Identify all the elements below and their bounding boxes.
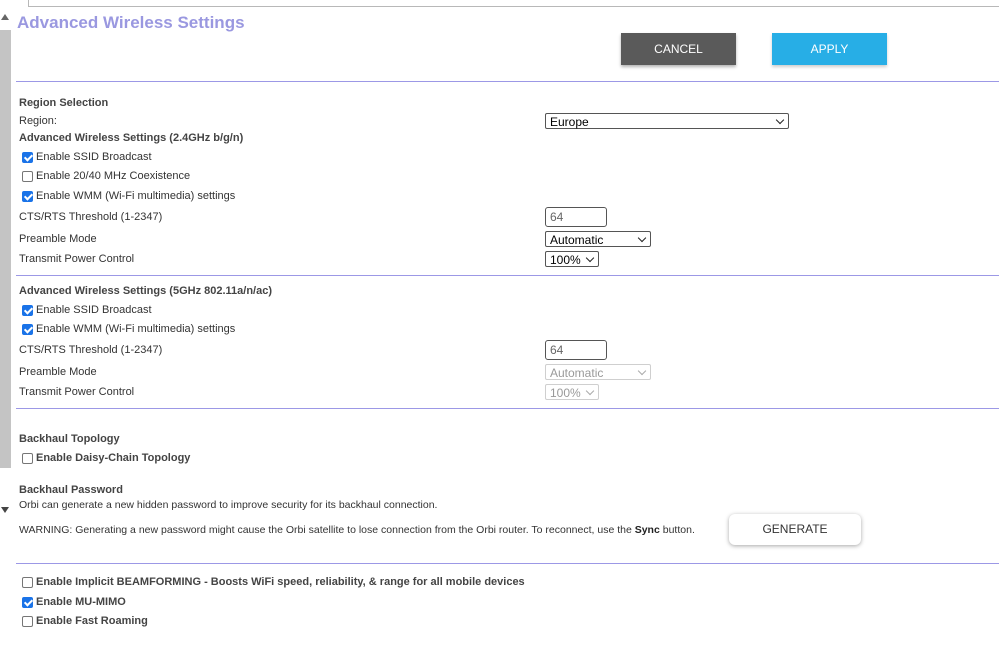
mu-mimo-label: Enable MU-MIMO — [36, 596, 126, 608]
divider — [16, 563, 999, 564]
warning-suffix: button. — [659, 524, 695, 536]
band5-power-label: Transmit Power Control — [19, 386, 135, 398]
band24-wmm-label: Enable WMM (Wi-Fi multimedia) settings — [36, 190, 236, 202]
region-select-value: Europe — [550, 115, 589, 129]
backhaul-warning — [19, 524, 695, 536]
scroll-down-arrow-icon[interactable] — [1, 507, 9, 513]
band24-coexistence-label: Enable 20/40 MHz Coexistence — [36, 170, 191, 182]
chevron-down-icon — [776, 116, 784, 124]
band24-cts-input[interactable]: 64 — [545, 207, 607, 227]
checkbox-unchecked-icon[interactable] — [22, 171, 33, 182]
checkbox-checked-icon[interactable] — [22, 152, 33, 163]
band24-wmm-checkbox[interactable] — [22, 190, 235, 202]
region-select[interactable] — [545, 113, 789, 129]
warning-sync: Sync — [634, 524, 660, 536]
region-label: Region: — [19, 115, 57, 127]
divider — [16, 275, 999, 276]
divider — [16, 408, 999, 409]
band24-power-label: Transmit Power Control — [19, 253, 135, 265]
checkbox-checked-icon[interactable] — [22, 305, 33, 316]
beamforming-checkbox[interactable] — [22, 576, 525, 588]
band24-power-value: 100% — [550, 253, 581, 267]
band5-heading: Advanced Wireless Settings (5GHz 802.11a/n/ac) — [19, 285, 273, 297]
fast-roaming-checkbox[interactable] — [22, 615, 148, 627]
band5-preamble-value: Automatic — [550, 366, 604, 380]
beamforming-label: Enable Implicit BEAMFORMING - Boosts WiFi speed, reliability, & range for all mobile devices — [36, 576, 525, 588]
backhaul-password-heading: Backhaul Password — [19, 484, 123, 496]
band5-cts-label: CTS/RTS Threshold (1-2347) — [19, 344, 163, 356]
band24-preamble-label: Preamble Mode — [19, 233, 97, 245]
band5-preamble-label: Preamble Mode — [19, 366, 97, 378]
checkbox-unchecked-icon[interactable] — [22, 577, 33, 588]
checkbox-unchecked-icon[interactable] — [22, 616, 33, 627]
checkbox-checked-icon[interactable] — [22, 597, 33, 608]
checkbox-unchecked-icon[interactable] — [22, 453, 33, 464]
chevron-down-icon — [586, 254, 594, 262]
backhaul-description: Orbi can generate a new hidden password to improve security for its backhaul connection. — [19, 499, 438, 511]
band24-ssid-broadcast-checkbox[interactable] — [22, 151, 152, 163]
band5-ssid-broadcast-checkbox[interactable] — [22, 304, 152, 316]
band5-wmm-label: Enable WMM (Wi-Fi multimedia) settings — [36, 323, 236, 335]
mu-mimo-checkbox[interactable] — [22, 596, 126, 608]
band24-cts-label: CTS/RTS Threshold (1-2347) — [19, 211, 163, 223]
band24-preamble-select[interactable] — [545, 231, 651, 247]
backhaul-topology-heading: Backhaul Topology — [19, 433, 120, 445]
band5-power-value: 100% — [550, 386, 581, 400]
band5-ssid-broadcast-label: Enable SSID Broadcast — [36, 304, 152, 316]
band24-power-select[interactable] — [545, 251, 599, 267]
scroll-up-arrow-icon[interactable] — [1, 14, 9, 20]
divider — [16, 81, 999, 82]
apply-button[interactable]: APPLY — [772, 33, 887, 65]
page-title: Advanced Wireless Settings — [17, 13, 245, 32]
band24-preamble-value: Automatic — [550, 233, 604, 247]
chevron-down-icon — [586, 387, 594, 395]
band5-power-select — [545, 384, 599, 400]
band5-wmm-checkbox[interactable] — [22, 323, 235, 335]
cancel-button[interactable]: CANCEL — [621, 33, 736, 65]
generate-button[interactable]: GENERATE — [729, 514, 861, 545]
band24-heading: Advanced Wireless Settings (2.4GHz b/g/n) — [19, 132, 244, 144]
chevron-down-icon — [638, 234, 646, 242]
daisy-chain-label: Enable Daisy-Chain Topology — [36, 452, 191, 464]
checkbox-checked-icon[interactable] — [22, 324, 33, 335]
band5-cts-input[interactable]: 64 — [545, 340, 607, 360]
daisy-chain-checkbox[interactable] — [22, 452, 190, 464]
band24-ssid-broadcast-label: Enable SSID Broadcast — [36, 151, 152, 163]
fast-roaming-label: Enable Fast Roaming — [36, 615, 148, 627]
region-heading: Region Selection — [19, 97, 109, 109]
chevron-down-icon — [638, 367, 646, 375]
top-frame-border — [28, 0, 999, 7]
scrollbar-thumb[interactable] — [0, 30, 11, 468]
band24-coexistence-checkbox[interactable] — [22, 170, 190, 182]
checkbox-checked-icon[interactable] — [22, 191, 33, 202]
band5-preamble-select — [545, 364, 651, 380]
warning-prefix: WARNING: Generating a new password might cause the Orbi satellite to lose connection from the Orbi router. To reconnect, use the — [19, 524, 635, 536]
